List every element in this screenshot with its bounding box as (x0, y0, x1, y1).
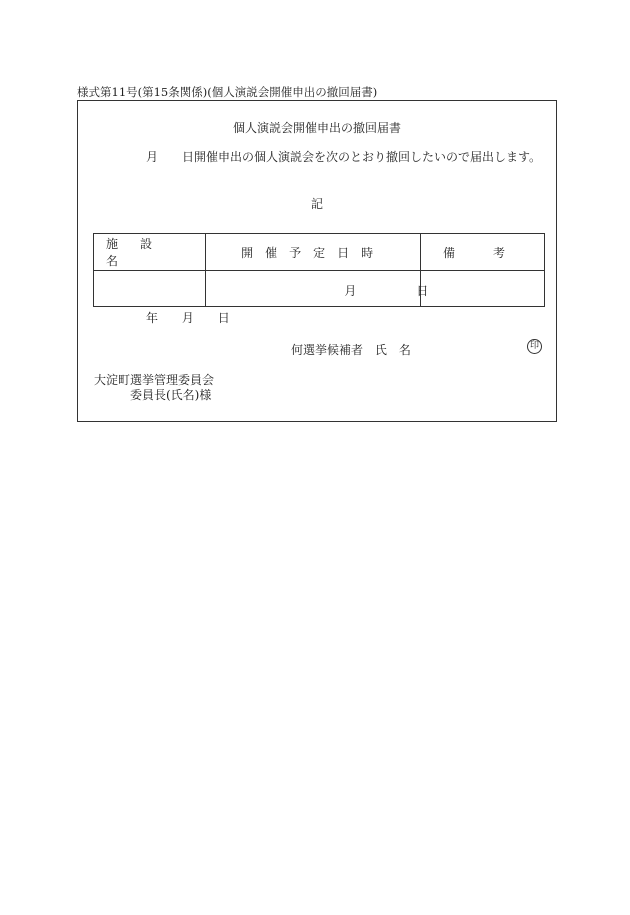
document-title: 個人演説会開催申出の撤回届書 (232, 121, 401, 135)
table-header-row (94, 234, 545, 271)
candidate-name-label: 氏名 (374, 343, 423, 357)
cell-facility[interactable] (94, 271, 206, 307)
table-row (94, 271, 545, 307)
notice-month: 月 (146, 150, 159, 164)
header-facility: 施設名 (94, 234, 206, 271)
addressee-org: 大淀町選挙管理委員会 (94, 373, 215, 387)
seal-icon: 印 (527, 339, 542, 354)
form-frame (77, 100, 557, 422)
schedule-table (93, 233, 545, 307)
notice-text: 日開催申出の個人演説会を次のとおり撤回したいので届出します。 (182, 150, 542, 164)
notice-line (146, 148, 541, 165)
addressee-person: 委員長(氏名)様 (130, 388, 212, 402)
date-year: 年 (146, 311, 159, 325)
date-month: 月 (181, 311, 194, 325)
form-number-label: 様式第11号(第15条関係)(個人演説会開催申出の撤回届書) (77, 85, 378, 99)
cell-day: 日 (416, 284, 429, 298)
date-day: 日 (217, 311, 230, 325)
header-datetime: 開催予定日時 (206, 234, 421, 271)
cell-remarks[interactable] (420, 271, 544, 307)
cell-datetime[interactable] (206, 271, 429, 307)
cell-month: 月 (344, 284, 357, 298)
date-line (146, 309, 250, 326)
candidate-label: 何選挙候補者 (291, 343, 364, 357)
header-remarks: 備考 (420, 234, 544, 271)
candidate-line (291, 341, 423, 358)
record-heading: 記 (310, 197, 323, 211)
